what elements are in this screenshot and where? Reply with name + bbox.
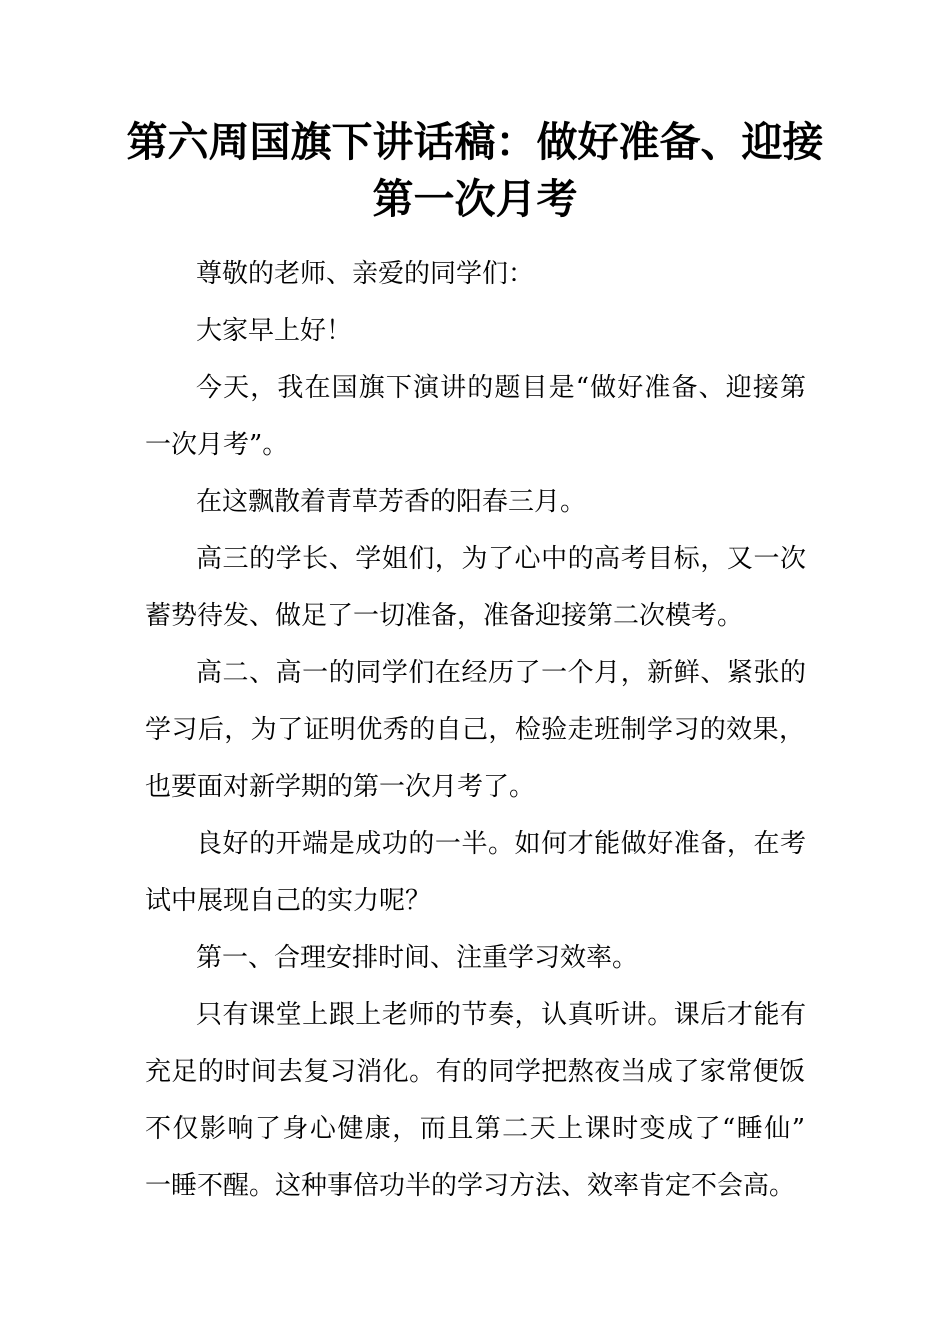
paragraph-line: 一睡不醒。这种事倍功半的学习方法、效率肯定不会高。 <box>145 1171 796 1201</box>
paragraph-line: 蓄势待发、做足了一切准备，准备迎接第二次模考。 <box>145 601 744 631</box>
paragraph-line: 在这飘散着青草芳香的阳春三月。 <box>196 487 587 517</box>
paragraph-line: 高三的学长、学姐们，为了心中的高考目标，又一次 <box>196 544 806 574</box>
paragraph-line: 一次月考”。 <box>145 430 289 460</box>
paragraph-line: 良好的开端是成功的一半。如何才能做好准备，在考 <box>196 829 806 859</box>
document-title-line-1: 第六周国旗下讲话稿：做好准备、迎接 <box>126 118 824 166</box>
section-heading: 第一、合理安排时间、注重学习效率。 <box>196 943 639 973</box>
paragraph-line: 充足的时间去复习消化。有的同学把熬夜当成了家常便饭 <box>145 1057 805 1087</box>
paragraph-line: 只有课堂上跟上老师的节奏，认真听讲。课后才能有 <box>196 1000 806 1030</box>
paragraph-line: 今天，我在国旗下演讲的题目是“做好准备、迎接第 <box>196 373 806 403</box>
paragraph-line: 不仅影响了身心健康，而且第二天上课时变成了“睡仙” <box>145 1114 805 1144</box>
salutation: 尊敬的老师、亲爱的同学们： <box>196 259 535 289</box>
paragraph-line: 学习后，为了证明优秀的自己，检验走班制学习的效果， <box>145 715 805 745</box>
document-title-line-2: 第一次月考 <box>372 175 578 223</box>
greeting: 大家早上好！ <box>196 316 353 346</box>
paragraph-line: 高二、高一的同学们在经历了一个月，新鲜、紧张的 <box>196 658 806 688</box>
paragraph-line: 也要面对新学期的第一次月考了。 <box>145 772 536 802</box>
paragraph-line: 试中展现自己的实力呢？ <box>145 886 432 916</box>
